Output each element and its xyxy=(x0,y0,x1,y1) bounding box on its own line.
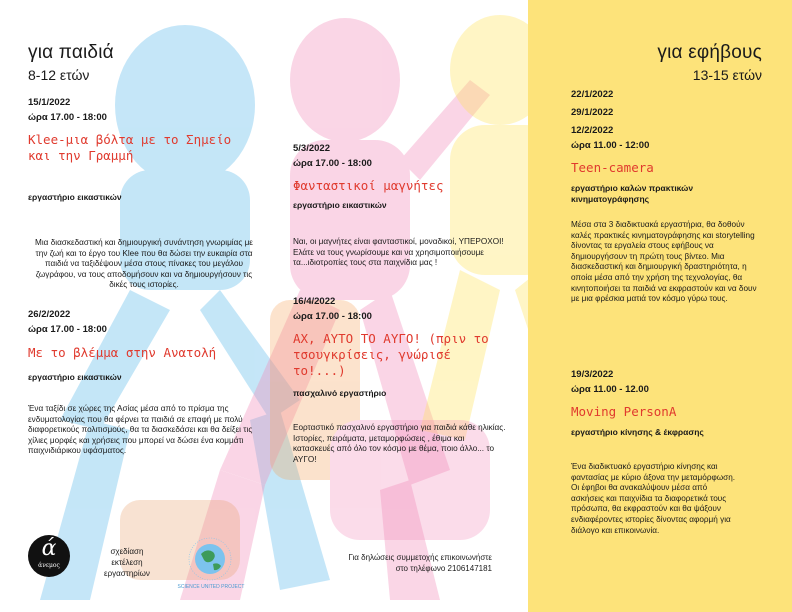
design-credit xyxy=(104,546,150,579)
design-credit-line: σχεδίαση xyxy=(110,547,144,556)
event-time: ώρα 17.00 - 18:00 xyxy=(293,158,372,169)
event-category: εργαστήριο καλών πρακτικών κινηματογράφησης xyxy=(571,183,694,204)
kids-title: για παιδιά xyxy=(28,42,114,63)
event-description: Ένα διαδικτυακό εργαστήριο κίνησης και φαντασίας με κύριο άξονα την μεταμόρφωση. Οι έφηβοι θα ανακαλύψουν μέσα από ασκήσεις και παιχνίδια τα διαφορετικά τους πρόσωπα, θα εκφραστούν και θα ψάξουν ενδιαφέροντες ιστορίες δίνοντας αφορμή για διάλογο και επικοινωνία. xyxy=(571,462,736,535)
contact-line: Για δηλώσεις συμμετοχής επικοινωνήστε xyxy=(348,553,492,562)
event-date: 19/3/2022 xyxy=(571,369,614,380)
event-description: Ναι, οι μαγνήτες είναι φανταστικοί, μοναδικοί, ΥΠΕΡΟΧΟΙ! Ελάτε να τους γνωρίσουμε και να χρησιμοποιήσουμε τα...ιδιοτροπίες τους στα παιχνίδια μας ! xyxy=(293,237,504,268)
event-title: Klee-μια βόλτα με το Σημείο και την Γραμμή xyxy=(28,132,232,163)
event-time: ώρα 17.00 - 18:00 xyxy=(28,112,107,123)
kids-age: 8-12 ετών xyxy=(28,67,90,83)
design-credit-line: εκτέλεση xyxy=(111,558,143,567)
globe-icon xyxy=(185,534,235,584)
event-category: εργαστήριο εικαστικών xyxy=(28,192,122,202)
logo-text: άνεμος xyxy=(38,562,60,569)
event-title: Teen-camera xyxy=(571,160,654,175)
contact-info xyxy=(300,552,492,574)
teens-title: για εφήβους xyxy=(657,42,762,63)
event-date: 15/1/2022 xyxy=(28,97,71,108)
event-description: Ένα ταξίδι σε χώρες της Ασίας μέσα από το πρίσμα της ενδυματολογίας που θα φέρνει τα παιδιά σε επαφή με πολύ διαφορετικούς πολιτισμούς, θα τα διασκεδάσει και θα δείξει τις χίλιες μορφές και χρήσεις που μπορεί να δώσει ένα κομμάτι παιχνιδιάρικου υφάσματος. xyxy=(28,404,253,456)
event-time: ώρα 11.00 - 12:00 xyxy=(571,140,650,151)
event-category: εργαστήριο εικαστικών xyxy=(293,200,387,210)
event-category: εργαστήριο εικαστικών xyxy=(28,372,122,382)
event-date: 5/3/2022 xyxy=(293,143,330,154)
event-date: 22/1/2022 xyxy=(571,89,614,100)
event-time: ώρα 11.00 - 12.00 xyxy=(571,384,649,395)
event-title: Με το βλέμμα στην Ανατολή xyxy=(28,345,217,360)
event-date: 26/2/2022 xyxy=(28,309,71,320)
event-category: πασχαλινό εργαστήριο xyxy=(293,388,387,398)
event-date: 16/4/2022 xyxy=(293,296,336,307)
event-date: 29/1/2022 xyxy=(571,107,614,118)
event-description: Μια διασκεδαστική και δημιουργική συνάντηση γνωριμίας με την ζωή και το έργο του Klee που θα δώσει την ευκαιρία στα παιδιά να ταξιδέψουν μέσα στους πίνακες του μεγάλου ζωγράφου, να τους αποδομήσουν και να δημιουργήσουν τις δικές τους ιστορίες. xyxy=(35,238,253,290)
event-time: ώρα 17.00 - 18:00 xyxy=(28,324,107,335)
logo-mark: ά xyxy=(41,536,57,561)
contact-phone: στο τηλέφωνο 2106147181 xyxy=(395,564,492,573)
design-credit-line: εργαστηρίων xyxy=(104,569,150,578)
event-description: Εορταστικό πασχαλινό εργαστήριο για παιδιά κάθε ηλικίας. Ιστορίες, πειράματα, μεταμορφώσεις , έθιμα και κατασκευές από όλο τον κόσμο με θέμα, ποιο άλλο... το ΑΥΓΟ! xyxy=(293,423,506,464)
anemos-logo xyxy=(28,535,70,577)
event-title: ΑΧ, ΑΥΤΟ ΤΟ ΑΥΓΟ! (πριν το τσουγκρίσεις, γνώρισέ το!...) xyxy=(293,331,489,378)
event-title: Moving PersonA xyxy=(571,404,677,419)
event-date: 12/2/2022 xyxy=(571,125,614,136)
event-category: εργαστήριο κίνησης & έκφρασης xyxy=(571,427,704,437)
teens-age: 13-15 ετών xyxy=(692,67,762,83)
event-title: Φανταστικοί μαγνήτες xyxy=(293,178,444,193)
event-time: ώρα 17.00 - 18:00 xyxy=(293,311,372,322)
globe-label: SCIENCE UNITED PROJECT xyxy=(177,584,245,590)
event-description: Μέσα στα 3 διαδικτυακά εργαστήρια, θα δοθούν καλές πρακτικές κινηματογράφησης και storytelling δίνοντας τα εργαλεία στους εφήβους να δημιουργήσουν τη πρώτη τους βίντεο. Μια διασκεδαστική και δημιουργική δραστηριότητα, η οποία μέσα από την χρήση της τεχνολογίας, θα κινητοποιήσει τα παιδιά να εκφραστούν και να δουν με μια φρέσκια ματιά τον κόσμο γύρω τους. xyxy=(571,220,757,304)
